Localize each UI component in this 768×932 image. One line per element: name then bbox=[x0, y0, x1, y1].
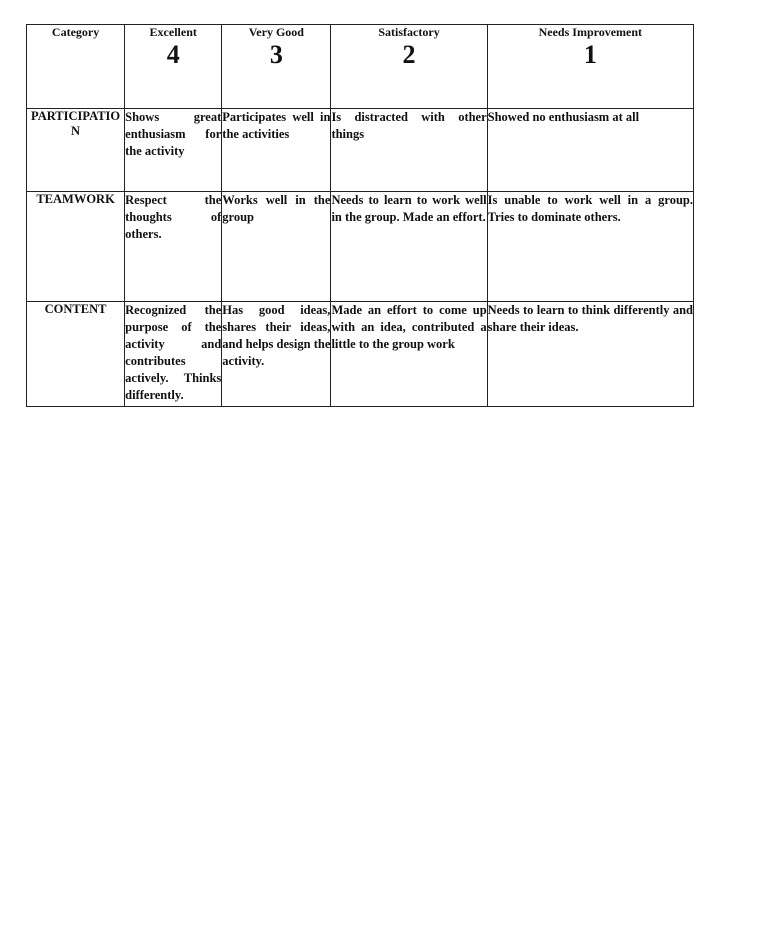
rating-header-needs-improvement bbox=[487, 25, 693, 109]
rating-header-very-good bbox=[222, 25, 331, 109]
rating-label: Satisfactory bbox=[378, 25, 440, 39]
rating-label: Excellent bbox=[149, 25, 197, 39]
category-cell: PARTICIPATION bbox=[27, 109, 125, 192]
description-cell: Recognized the purpose of the activity and contributes actively. Thinks differently. bbox=[125, 302, 222, 407]
category-cell: CONTENT bbox=[27, 302, 125, 407]
description-cell: Showed no enthusiasm at all bbox=[487, 109, 693, 192]
description-cell: Works well in the group bbox=[222, 192, 331, 302]
description-cell: Has good ideas, shares their ideas, and helps design the activity. bbox=[222, 302, 331, 407]
rating-score: 2 bbox=[402, 40, 416, 69]
table-row bbox=[27, 302, 694, 407]
description-cell: Is distracted with other things bbox=[331, 109, 487, 192]
description-cell: Shows great enthusiasm for the activity bbox=[125, 109, 222, 192]
rating-score: 1 bbox=[583, 40, 597, 69]
table-row bbox=[27, 192, 694, 302]
rubric-table bbox=[26, 24, 694, 407]
header-row bbox=[27, 25, 694, 109]
rating-header-excellent bbox=[125, 25, 222, 109]
description-cell: Needs to learn to work well in the group. Made an effort. bbox=[331, 192, 487, 302]
description-cell: Needs to learn to think differently and share their ideas. bbox=[487, 302, 693, 407]
rating-header-satisfactory bbox=[331, 25, 487, 109]
rating-label: Needs Improvement bbox=[538, 25, 643, 39]
description-cell: Is unable to work well in a group. Tries to dominate others. bbox=[487, 192, 693, 302]
rating-label: Very Good bbox=[248, 25, 304, 39]
table-row bbox=[27, 109, 694, 192]
description-cell: Made an effort to come up with an idea, contributed a little to the group work bbox=[331, 302, 487, 407]
category-cell: TEAMWORK bbox=[27, 192, 125, 302]
rating-score: 3 bbox=[269, 40, 283, 69]
description-cell: Participates well in the activities bbox=[222, 109, 331, 192]
description-cell: Respect the thoughts of others. bbox=[125, 192, 222, 302]
category-header: Category bbox=[27, 25, 125, 109]
rating-score: 4 bbox=[166, 40, 180, 69]
